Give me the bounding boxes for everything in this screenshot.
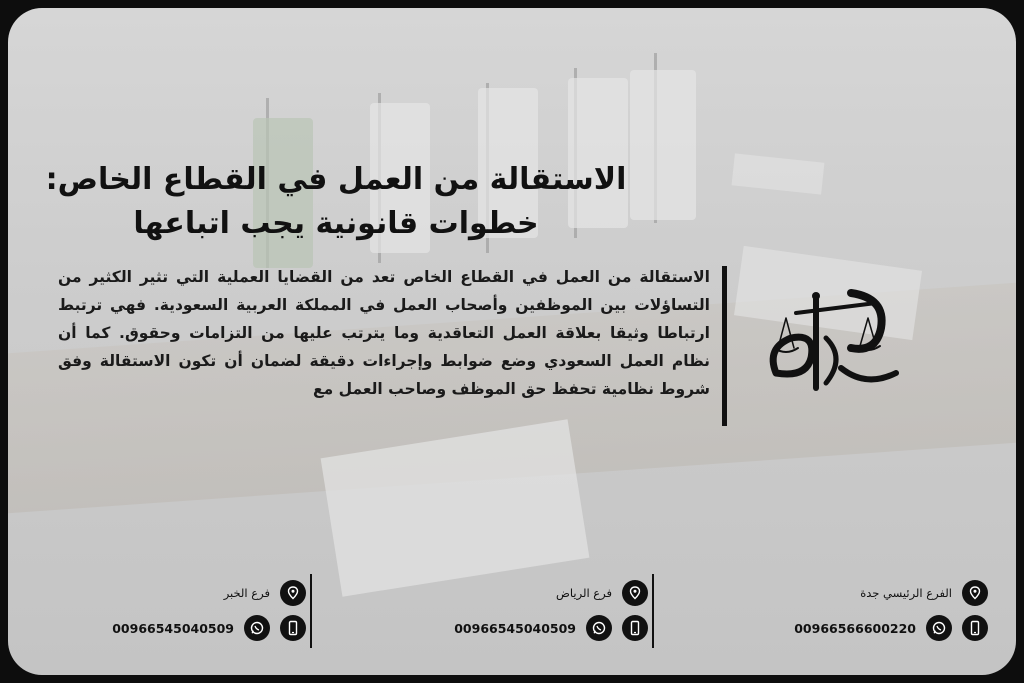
whatsapp-icon[interactable] <box>244 615 270 641</box>
branch-phone[interactable]: 00966545040509 <box>112 620 234 636</box>
headline <box>36 158 636 246</box>
location-pin-icon <box>280 580 306 606</box>
location-pin-icon <box>962 580 988 606</box>
mobile-phone-icon[interactable] <box>962 615 988 641</box>
mobile-phone-icon[interactable] <box>280 615 306 641</box>
branch-riyadh <box>438 570 648 650</box>
branch-name: الفرع الرئيسي جدة <box>860 586 952 600</box>
branch-name-row <box>860 580 988 606</box>
branch-phone[interactable]: 00966545040509 <box>454 620 576 636</box>
branch-contact-row <box>794 615 988 641</box>
whatsapp-icon[interactable] <box>586 615 612 641</box>
branch-name-row <box>224 580 306 606</box>
calligraphy-scales-logo <box>756 278 906 408</box>
headline-line-2: خطوات قانونية يجب اتباعها <box>133 206 539 241</box>
branch-contact-row <box>112 615 306 641</box>
mobile-phone-icon[interactable] <box>622 615 648 641</box>
branch-contact-row <box>454 615 648 641</box>
background-flag <box>630 70 696 220</box>
location-pin-icon <box>622 580 648 606</box>
whatsapp-icon[interactable] <box>926 615 952 641</box>
branch-jeddah <box>778 570 988 650</box>
poster-card <box>8 8 1016 675</box>
branch-divider <box>310 574 312 648</box>
body-paragraph: الاستقالة من العمل في القطاع الخاص تعد من القضايا العملية التي تثير الكثير من التساؤلات بين الموظفين وأصحاب العمل في المملكة العربية السعودية. فهي ترتبط ارتباطا وثيقا بعلاقة العمل التعاقدية وما يترتب عليها من التزامات وحقوق. كما أن نظام العمل السعودي وضع ضوابط وإجراءات دقيقة لضمان أن تكون الاستقالة وفق شروط نظامية تحفظ حق الموظف وصاحب العمل مع <box>58 268 710 398</box>
branch-phone[interactable]: 00966566600220 <box>794 620 916 636</box>
branch-khobar <box>96 570 306 650</box>
headline-line-1: الاستقالة من العمل في القطاع الخاص: <box>45 162 627 197</box>
branch-name-row <box>556 580 648 606</box>
vertical-divider <box>722 266 727 426</box>
branch-name: فرع الرياض <box>555 586 612 600</box>
branch-divider <box>652 574 654 648</box>
background-paper <box>732 153 825 194</box>
branch-name: فرع الخبر <box>223 586 270 600</box>
